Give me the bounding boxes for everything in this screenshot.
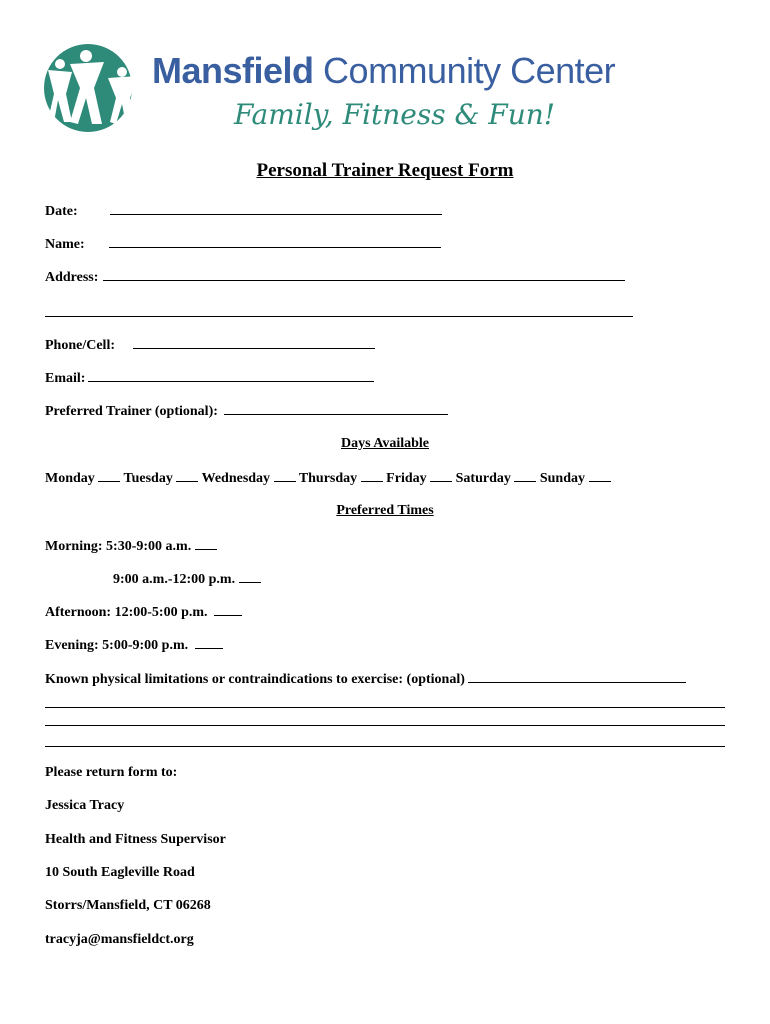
return-street: 10 South Eagleville Road [45,865,195,880]
address-field-line-2[interactable] [45,316,633,317]
email-row [45,369,374,387]
day-thursday-field[interactable] [361,469,383,482]
day-thursday-label: Thursday [298,471,358,486]
limitations-field-line-3[interactable] [45,725,725,726]
email-field[interactable] [88,369,374,382]
date-row [45,202,442,220]
limitations-row [45,670,686,688]
name-row [45,235,441,253]
morning-row-1 [45,537,217,555]
days-heading: Days Available [340,436,430,451]
org-name [152,50,615,92]
address-field[interactable] [103,268,625,281]
days-row [45,469,611,487]
day-saturday-label: Saturday [455,471,511,486]
evening-label: Evening: 5:00-9:00 p.m. [45,638,189,653]
email-label: Email: [45,371,86,386]
day-sunday-label: Sunday [539,471,586,486]
day-tuesday-field[interactable] [176,469,198,482]
afternoon-label: Afternoon: 12:00-5:00 p.m. [45,605,208,620]
trainer-row [45,402,448,420]
phone-row [45,336,375,354]
day-wednesday-label: Wednesday [201,471,271,486]
times-heading: Preferred Times [336,503,434,518]
form-title: Personal Trainer Request Form [256,160,514,181]
day-wednesday-field[interactable] [274,469,296,482]
evening-row [45,636,223,654]
address-label: Address: [45,270,99,285]
name-field[interactable] [109,235,441,248]
return-city: Storrs/Mansfield, CT 06268 [45,898,211,913]
org-name-bold: Mansfield [152,50,314,91]
limitations-field-line-2[interactable] [45,707,725,708]
name-label: Name: [45,237,85,252]
trainer-field[interactable] [224,402,448,415]
afternoon-field[interactable] [214,603,242,616]
day-sunday-field[interactable] [589,469,611,482]
trainer-label: Preferred Trainer (optional): [45,404,218,419]
limitations-field-line-4[interactable] [45,746,725,747]
morning-row-2 [113,570,261,588]
limitations-label: Known physical limitations or contraindications to exercise: (optional) [45,672,465,687]
org-name-rest: Community Center [323,50,616,91]
day-tuesday-label: Tuesday [123,471,173,486]
limitations-field[interactable] [468,670,686,683]
logo-mark-icon [42,42,142,134]
day-friday-field[interactable] [430,469,452,482]
date-field[interactable] [110,202,442,215]
morning-1-field[interactable] [195,537,217,550]
logo [42,42,642,142]
phone-field[interactable] [133,336,375,349]
afternoon-row [45,603,242,621]
day-saturday-field[interactable] [514,469,536,482]
morning-2-field[interactable] [239,570,261,583]
return-title: Health and Fitness Supervisor [45,832,226,847]
day-monday-label: Monday [45,471,95,486]
return-name: Jessica Tracy [45,798,125,813]
address-row [45,268,625,286]
evening-field[interactable] [195,636,223,649]
return-heading: Please return form to: [45,765,178,780]
phone-label: Phone/Cell: [45,338,115,353]
return-email[interactable]: tracyja@mansfieldct.org [45,932,194,947]
date-label: Date: [45,204,78,219]
morning-2-label: 9:00 a.m.-12:00 p.m. [113,572,236,587]
morning-1-label: Morning: 5:30-9:00 a.m. [45,539,192,554]
day-friday-label: Friday [386,471,427,486]
org-tagline: Family, Fitness & Fun! [234,98,556,131]
day-monday-field[interactable] [98,469,120,482]
